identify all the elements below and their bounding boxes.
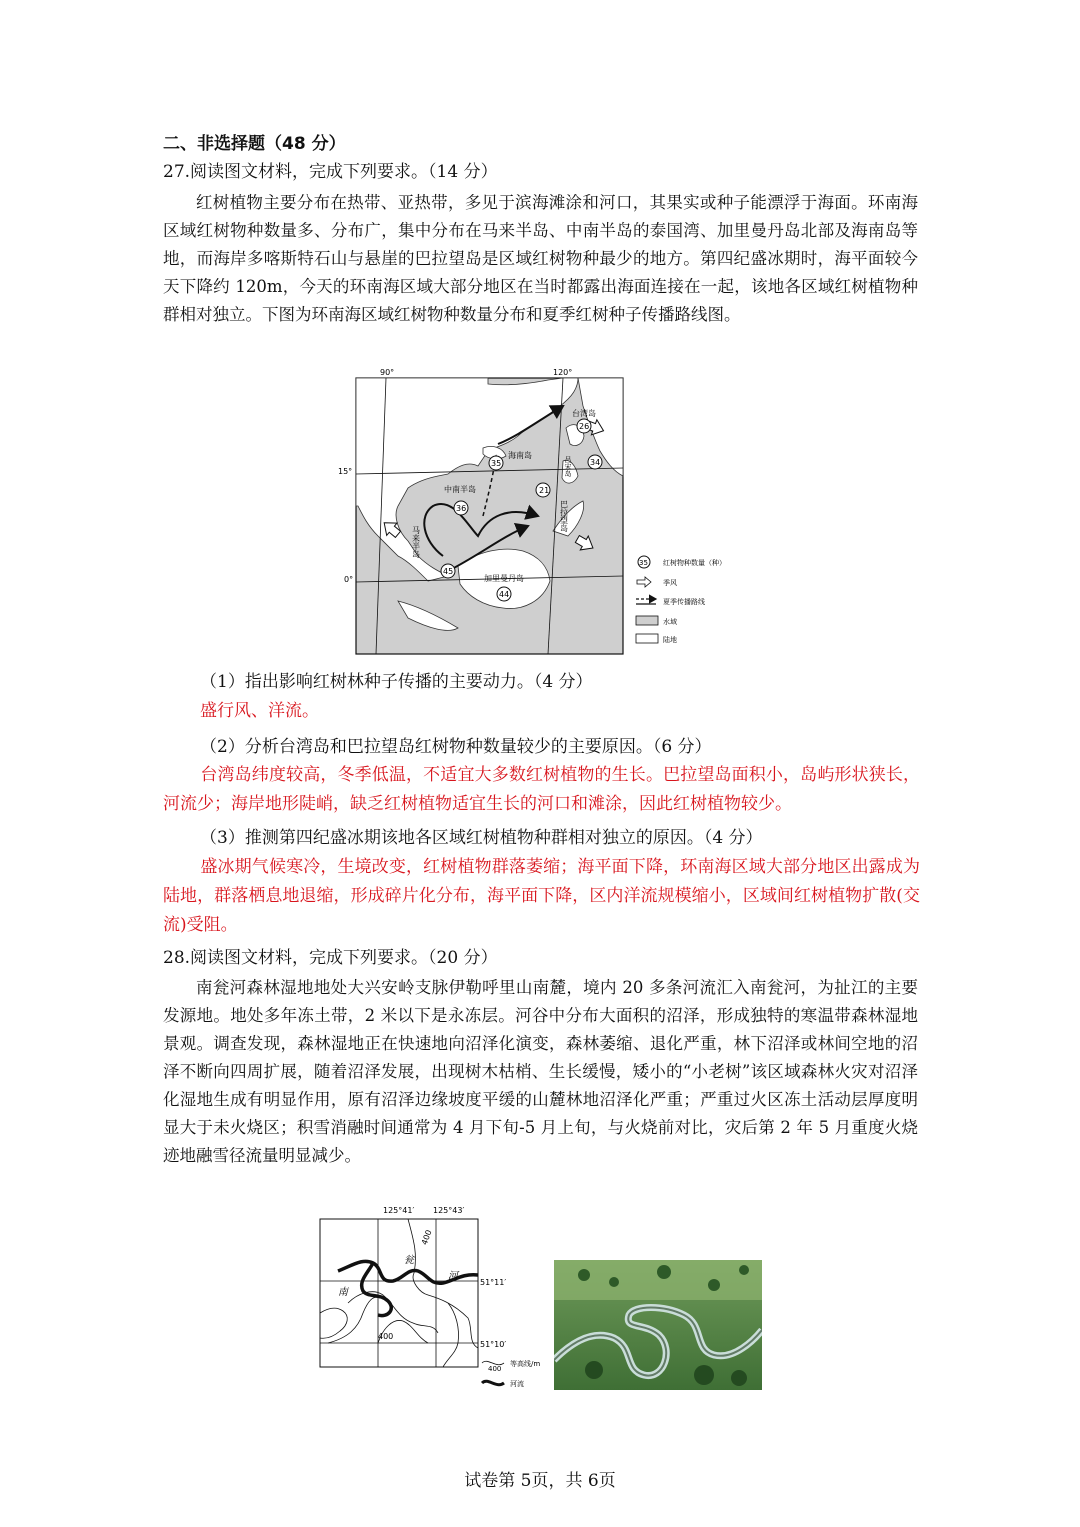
q27-sub1-question: （1）指出影响红树林种子传播的主要动力。（4 分） (200, 672, 593, 692)
count-circle-malay (441, 564, 455, 578)
lat-51-11-label: 51°11′ (480, 1278, 507, 1287)
river-char-3: 河 (448, 1271, 458, 1282)
contour-legend (482, 1359, 540, 1388)
svg-text:45: 45 (443, 567, 454, 576)
svg-text:水域: 水域 (663, 618, 677, 626)
place-palawan: 巴拉望岛 (559, 500, 569, 532)
river-char-1: 南 (338, 1287, 348, 1298)
q27-sub1-answer: 盛行风、洋流。 (200, 701, 319, 721)
svg-text:44: 44 (499, 590, 510, 599)
map-legend (636, 556, 726, 644)
q28-header: 28.阅读图文材料，完成下列要求。（20 分） (163, 948, 498, 968)
place-taiwan: 台湾岛 (572, 409, 596, 418)
svg-text:夏季传播路线: 夏季传播路线 (663, 598, 705, 606)
contour-label-1: 400 (419, 1228, 434, 1247)
svg-text:26: 26 (579, 422, 590, 431)
svg-text:红树物种数量（种）: 红树物种数量（种） (663, 559, 726, 567)
lon-125-41-label: 125°41′ (383, 1206, 415, 1215)
svg-text:400: 400 (488, 1365, 502, 1373)
q27-material: 红树植物主要分布在热带、亚热带，多见于滨海滩涂和河口，其果实或种子能漂浮于海面。环南海区域红树物种数量多、分布广，集中分布在马来半岛、中南半岛的泰国湾、加里曼丹岛北部及海南岛等地，而海岸多喀斯特石山与悬崖的巴拉望岛是区域红树物种最少的地方。第四纪盛冰期时，海平面较今天下降约 120m，今天的环南海区域大部分地区在当时都露出海面连接在一起，该地各区域红树植物种群相对独立。下图为环南海区域红树物种数量分布和夏季红树种子传播路线图。 (163, 193, 918, 324)
q28-material: 南瓮河森林湿地地处大兴安岭支脉伊勒呼里山南麓，境内 20 多条河流汇入南瓮河，为扯江的主要发源地。地处多年冻土带，2 米以下是永冻层。河谷中分布大面积的沼泽，形成独特的寒温带森林湿地景观。调查发现，森林湿地正在快速地向沼泽化演变，森林萎缩、退化严重，林下沼泽或林间空地的沼泽不断向四周扩展，随着沼泽发展，出现树木枯梢、生长缓慢，矮小的“小老树”该区域森林火灾对沼泽化湿地生成有明显作用，原有沼泽边缘坡度平缓的山麓林地沼泽化严重；严重过火区冻土活动层厚度明显大于未火烧区；积雪消融时间通常为 4 月下旬-5 月上旬，与火烧前对比，灾后第 2 年 5 月重度火烧迹地融雪径流量明显减少。 (163, 978, 918, 1165)
place-malay: 马来半岛 (411, 526, 421, 558)
count-circle-luzon (588, 455, 602, 469)
lat-51-10-label: 51°10′ (480, 1340, 507, 1349)
wetland-aerial-photo (554, 1260, 762, 1390)
place-luzon: 吕宋岛 (564, 456, 572, 477)
svg-text:35: 35 (491, 459, 502, 468)
lat-0-label: 0° (344, 575, 354, 584)
count-circle-thai (454, 501, 468, 515)
mangrove-map (338, 366, 770, 658)
q27-header: 27.阅读图文材料，完成下列要求。（14 分） (163, 162, 498, 182)
svg-text:季风: 季风 (663, 579, 677, 587)
svg-text:36: 36 (456, 504, 467, 513)
q27-sub3-answer: 盛冰期气候寒冷，生境改变，红树植物群落萎缩；海平面下降，环南海区域大部分地区出露成为陆地，群落栖息地退缩，形成碎片化分布，海平面下降，区内洋流规模缩小，区域间红树植物扩散(交流)受阻。 (163, 857, 920, 935)
svg-text:34: 34 (590, 458, 601, 467)
section-title: 二、非选择题（48 分） (163, 134, 346, 154)
place-indochina: 中南半岛 (444, 485, 476, 494)
count-circle-kalimantan (497, 587, 511, 601)
svg-text:陆地: 陆地 (663, 636, 677, 644)
svg-text:等高线/m: 等高线/m (510, 1360, 541, 1368)
svg-text:河流: 河流 (510, 1380, 524, 1388)
q27-sub2-answer: 台湾岛纬度较高，冬季低温，不适宜大多数红树植物的生长。巴拉望岛面积小，岛屿形状狭长，河流少；海岸地形陡峭，缺乏红树植物适宜生长的河口和滩涂，因此红树植物较少。 (163, 765, 920, 814)
count-circle-sea (536, 483, 550, 497)
lon-125-43-label: 125°43′ (433, 1206, 465, 1215)
lat-15-label: 15° (338, 467, 353, 476)
count-circle-hainan (489, 456, 503, 470)
river-char-2: 瓮 (404, 1255, 414, 1266)
svg-text:35: 35 (639, 559, 648, 567)
q27-sub2-question: （2）分析台湾岛和巴拉望岛红树物种数量较少的主要原因。（6 分） (200, 737, 712, 757)
q27-sub3-question: （3）推测第四纪盛冰期该地各区域红树植物种群相对独立的原因。（4 分） (200, 828, 763, 848)
place-hainan: 海南岛 (508, 451, 532, 460)
count-circle-taiwan (577, 419, 591, 433)
lon-90-label: 90° (380, 368, 395, 377)
wetland-contour-map (318, 1203, 550, 1393)
place-kalimantan: 加里曼丹岛 (484, 574, 524, 583)
svg-text:21: 21 (539, 486, 550, 495)
lon-120-label: 120° (553, 368, 573, 377)
contour-label-2: 400 (378, 1332, 394, 1341)
page-footer: 试卷第 5页，共 6页 (464, 1471, 616, 1491)
